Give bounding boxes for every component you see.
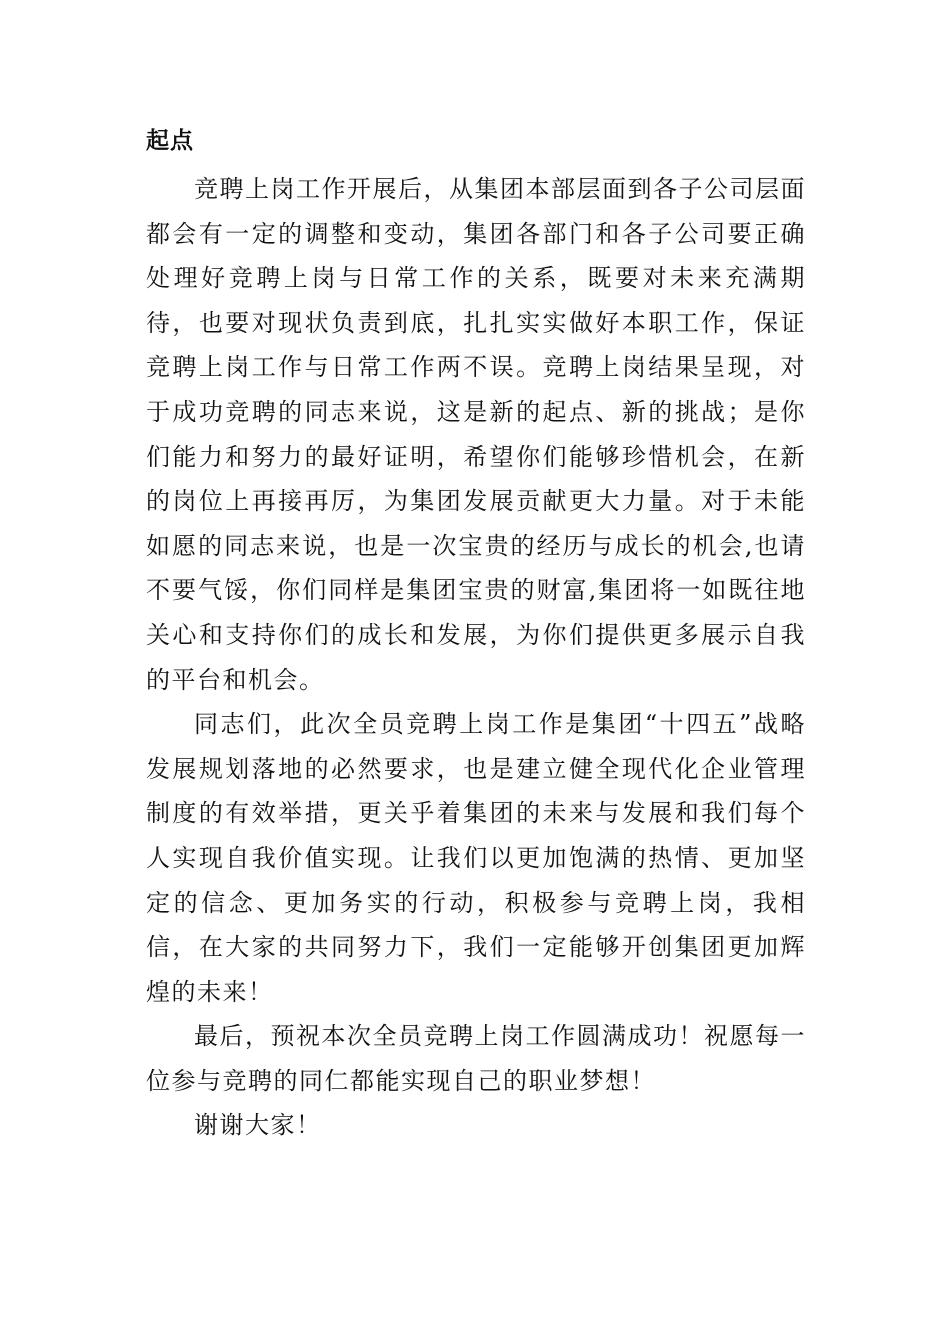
section-heading: 起点 <box>146 128 194 154</box>
paragraph-1: 竞聘上岗工作开展后，从集团本部层面到各子公司层面都会有一定的调整和变动，集团各部门和各子公司要正确处理好竞聘上岗与日常工作的关系，既要对未来充满期待，也要对现状负责到底，扎扎实实做好本职工作，保证竞聘上岗工作与日常工作两不误。竞聘上岗结果呈现，对于成功竞聘的同志来说，这是新的起点、新的挑战；是你们能力和努力的最好证明，希望你们能够珍惜机会，在新的岗位上再接再厉，为集团发展贡献更大力量。对于未能如愿的同志来说，也是一次宝贵的经历与成长的机会,也请不要气馁，你们同样是集团宝贵的财富,集团将一如既往地关心和支持你们的成长和发展，为你们提供更多展示自我的平台和机会。 <box>146 175 806 694</box>
document-body <box>146 121 806 1148</box>
paragraph-2: 同志们，此次全员竞聘上岗工作是集团“十四五”战略发展规划落地的必然要求，也是建立健全现代化企业管理制度的有效举措，更关乎着集团的未来与发展和我们每个人实现自我价值实现。让我们以更加饱满的热情、更加坚定的信念、更加务实的行动，积极参与竞聘上岗，我相信，在大家的共同努力下，我们一定能够开创集团更加辉煌的未来！ <box>146 710 806 1006</box>
paragraph-4: 谢谢大家！ <box>194 1111 322 1140</box>
paragraph-3: 最后，预祝本次全员竞聘上岗工作圆满成功！祝愿每一位参与竞聘的同仁都能实现自己的职业梦想！ <box>146 1022 806 1095</box>
